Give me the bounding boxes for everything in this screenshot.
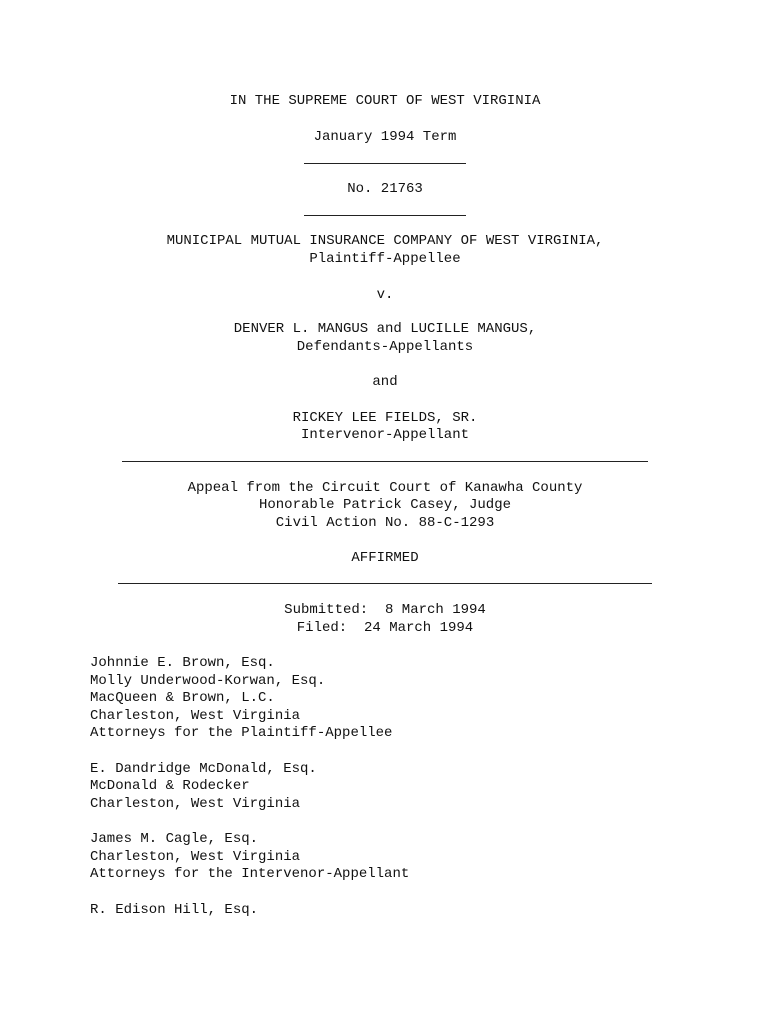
attorney-line: McDonald & Rodecker xyxy=(90,778,250,794)
intervenor-role: Intervenor-Appellant xyxy=(300,427,470,443)
submitted-date: Submitted: 8 March 1994 xyxy=(284,602,486,618)
defendants-role: Defendants-Appellants xyxy=(296,339,474,355)
appeal-line-3: Civil Action No. 88-C-1293 xyxy=(275,515,495,531)
attorney-line: Charleston, West Virginia xyxy=(90,708,301,724)
attorney-line: Charleston, West Virginia xyxy=(90,796,301,812)
case-number: No. 21763 xyxy=(347,181,423,197)
attorney-line: Molly Underwood-Korwan, Esq. xyxy=(90,673,326,689)
attorney-line: Attorneys for the Plaintiff-Appellee xyxy=(90,725,393,741)
plaintiff-name: MUNICIPAL MUTUAL INSURANCE COMPANY OF WEST VIRGINIA, xyxy=(166,233,604,249)
court-name: IN THE SUPREME COURT OF WEST VIRGINIA xyxy=(229,93,541,109)
intervenor-name: RICKEY LEE FIELDS, SR. xyxy=(292,410,478,426)
attorney-line: R. Edison Hill, Esq. xyxy=(90,902,259,918)
attorney-line: E. Dandridge McDonald, Esq. xyxy=(90,761,317,777)
attorney-line: Johnnie E. Brown, Esq. xyxy=(90,655,275,671)
versus: v. xyxy=(376,287,394,303)
attorney-line: MacQueen & Brown, L.C. xyxy=(90,690,275,706)
disposition: AFFIRMED xyxy=(351,550,419,566)
attorney-line: Attorneys for the Intervenor-Appellant xyxy=(90,866,410,882)
defendants-name: DENVER L. MANGUS and LUCILLE MANGUS, xyxy=(233,321,537,337)
filed-date: Filed: 24 March 1994 xyxy=(296,620,474,636)
short-rule-1 xyxy=(304,163,466,164)
attorney-line: Charleston, West Virginia xyxy=(90,849,301,865)
appeal-line-2: Honorable Patrick Casey, Judge xyxy=(258,497,512,513)
plaintiff-role: Plaintiff-Appellee xyxy=(309,251,461,267)
conjunction: and xyxy=(372,374,398,390)
attorney-line: James M. Cagle, Esq. xyxy=(90,831,259,847)
long-rule-1 xyxy=(122,461,648,462)
appeal-line-1: Appeal from the Circuit Court of Kanawha County xyxy=(187,480,583,496)
long-rule-2 xyxy=(118,583,652,584)
term: January 1994 Term xyxy=(313,129,457,145)
short-rule-2 xyxy=(304,215,466,216)
